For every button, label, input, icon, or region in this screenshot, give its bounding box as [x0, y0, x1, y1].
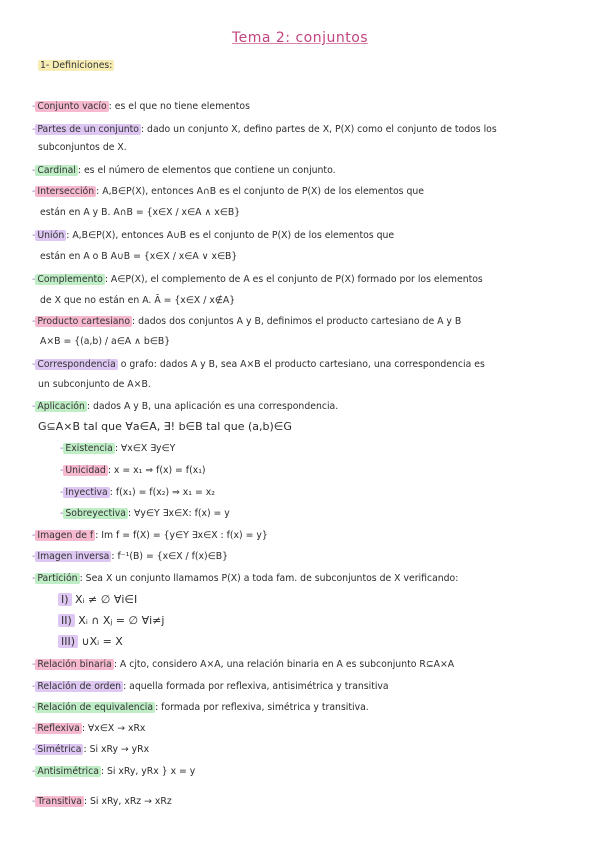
list-item	[32, 401, 338, 413]
list-item	[32, 530, 268, 542]
term-definition: : A,B∈P(X), entonces A∩B es el conjunto de P(X) de los elementos que	[96, 186, 424, 197]
term-label: Producto cartesiano	[37, 316, 131, 327]
list-item	[32, 681, 389, 693]
list-subitem	[58, 615, 164, 627]
bullet-dash: -	[32, 359, 36, 370]
list-item	[32, 186, 424, 198]
term-label: Inyectiva	[65, 487, 108, 498]
bullet-dash: -	[32, 551, 36, 562]
list-subitem	[60, 465, 206, 477]
term-label: Relación de orden	[37, 681, 122, 692]
bullet-dash: -	[32, 401, 36, 412]
bullet-dash: -	[32, 124, 36, 135]
bullet-dash: -	[32, 101, 36, 112]
list-subitem	[60, 508, 230, 520]
bullet-dash: -	[32, 316, 36, 327]
bullet-dash: -	[32, 165, 36, 176]
term-definition: : f⁻¹(B) = {x∈X / f(x)∈B}	[111, 551, 229, 562]
term-definition: : ∀y∈Y ∃x∈X: f(x) = y	[127, 508, 230, 519]
term-definition: : Sea X un conjunto llamamos P(X) a toda fam. de subconjuntos de X verificando:	[79, 573, 459, 584]
bullet-dash: -	[32, 723, 36, 734]
bullet-dash: -	[60, 465, 64, 476]
term-definition: : aquella formada por reflexiva, antisimétrica y transitiva	[123, 681, 389, 692]
term-definition: : Si xRy, yRx } x = y	[100, 766, 196, 777]
list-item	[32, 316, 461, 328]
bullet-dash: -	[32, 186, 36, 197]
term-definition: : es el que no tiene elementos	[108, 101, 250, 112]
term-label: Simétrica	[37, 744, 82, 755]
term-definition: están en A y B. A∩B = {x∈X / x∈A ∧ x∈B}	[40, 207, 241, 218]
term-label: Relación de equivalencia	[37, 702, 154, 713]
list-item-continuation	[38, 379, 151, 391]
list-item-continuation	[38, 142, 127, 154]
term-definition: : Si xRy, xRz → xRz	[83, 796, 172, 807]
bullet-dash: -	[32, 573, 36, 584]
list-item	[32, 274, 483, 286]
term-definition: o grafo: dados A y B, sea A×B el producto cartesiano, una correspondencia es	[117, 359, 485, 370]
roman-numeral-label: III)	[58, 635, 78, 648]
list-item	[32, 744, 149, 756]
bullet-dash: -	[32, 681, 36, 692]
term-label: Aplicación	[37, 401, 85, 412]
term-label: Unicidad	[65, 465, 106, 476]
term-definition: Xᵢ ∩ Xⱼ = ∅ ∀i≠j	[74, 614, 165, 627]
term-definition: subconjuntos de X.	[38, 142, 127, 153]
bullet-dash: -	[60, 443, 64, 454]
list-item-continuation	[40, 207, 240, 219]
bullet-dash: -	[60, 487, 64, 498]
bullet-dash: -	[32, 766, 36, 777]
term-label: Imagen de f	[37, 530, 94, 541]
term-definition: un subconjunto de A×B.	[38, 379, 151, 390]
list-subitem	[60, 487, 215, 499]
term-label: Partición	[37, 573, 78, 584]
term-label: Sobreyectiva	[65, 508, 126, 519]
term-label: Relación binaria	[37, 659, 112, 670]
bullet-dash: -	[32, 230, 36, 241]
list-subitem	[60, 443, 175, 455]
term-label: Conjunto vacío	[37, 101, 107, 112]
bullet-dash: -	[32, 274, 36, 285]
term-definition: : dados dos conjuntos A y B, definimos el producto cartesiano de A y B	[132, 316, 462, 327]
term-label: Unión	[37, 230, 65, 241]
term-definition: : ∀x∈X → xRx	[81, 723, 146, 734]
term-definition: G⊆A×B tal que ∀a∈A, ∃! b∈B tal que (a,b)∈G	[38, 420, 292, 433]
bullet-dash: -	[32, 702, 36, 713]
list-item	[32, 766, 195, 778]
term-label: Transitiva	[37, 796, 82, 807]
section-heading	[38, 60, 114, 72]
list-item	[32, 573, 458, 585]
bullet-dash: -	[32, 744, 36, 755]
term-definition: : A,B∈P(X), entonces A∪B es el conjunto de P(X) de los elementos que	[66, 230, 395, 241]
term-label: Existencia	[65, 443, 113, 454]
list-item	[32, 723, 145, 735]
term-definition: : Im f = f(X) = {y∈Y ∃x∈X : f(x) = y}	[95, 530, 268, 541]
term-label: Antisimétrica	[37, 766, 99, 777]
term-definition: : A cjto, considero A×A, una relación binaria en A es subconjunto R⊆A×A	[113, 659, 455, 670]
bullet-dash: -	[60, 508, 64, 519]
list-item	[32, 796, 172, 808]
list-subitem	[58, 594, 137, 606]
list-item-continuation	[40, 251, 237, 263]
term-definition: : ∀x∈X ∃y∈Y	[114, 443, 176, 454]
bullet-dash: -	[32, 530, 36, 541]
term-label: Imagen inversa	[37, 551, 110, 562]
term-definition: : x = x₁ ⇒ f(x) = f(x₁)	[107, 465, 206, 476]
term-definition: A×B = {(a,b) / a∈A ∧ b∈B}	[40, 336, 171, 347]
list-item	[32, 551, 228, 563]
term-label: Intersección	[37, 186, 95, 197]
term-definition: : Si xRy → yRx	[83, 744, 150, 755]
bullet-dash: -	[32, 659, 36, 670]
term-label: Partes de un conjunto	[37, 124, 139, 135]
list-item-continuation	[40, 336, 170, 348]
term-label: Reflexiva	[37, 723, 80, 734]
list-item	[32, 165, 336, 177]
term-definition: están en A o B A∪B = {x∈X / x∈A ∨ x∈B}	[40, 251, 238, 262]
section-label: 1- Definiciones:	[40, 60, 113, 71]
term-definition: ∪Xᵢ = X	[78, 635, 123, 648]
list-item	[32, 230, 394, 242]
term-definition: de X que no están en A. Ā = {x∈X / x∉A}	[40, 295, 236, 306]
term-label: Correspondencia	[37, 359, 116, 370]
term-definition: : formada por reflexiva, simétrica y transitiva.	[155, 702, 369, 713]
roman-numeral-label: I)	[58, 593, 72, 606]
term-definition: : es el número de elementos que contiene un conjunto.	[77, 165, 336, 176]
list-item	[32, 101, 250, 113]
roman-numeral-label: II)	[58, 614, 75, 627]
term-definition: : dado un conjunto X, defino partes de X, P(X) como el conjunto de todos los	[140, 124, 497, 135]
list-item	[32, 702, 369, 714]
page-title: Tema 2: conjuntos	[231, 30, 369, 46]
term-definition: : f(x₁) = f(x₂) ⇒ x₁ = x₂	[109, 487, 215, 498]
term-label: Complemento	[37, 274, 103, 285]
list-item	[32, 124, 497, 136]
term-label: Cardinal	[37, 165, 76, 176]
list-item	[32, 359, 485, 371]
term-definition: : dados A y B, una aplicación es una correspondencia.	[86, 401, 339, 412]
list-subitem	[58, 636, 123, 648]
bullet-dash: -	[32, 796, 36, 807]
list-item	[32, 659, 454, 671]
term-definition: Xᵢ ≠ ∅ ∀i∈I	[71, 593, 138, 606]
term-definition: : A∈P(X), el complemento de A es el conjunto de P(X) formado por los elementos	[104, 274, 483, 285]
list-item-continuation	[40, 295, 235, 307]
list-item-continuation	[38, 421, 292, 433]
